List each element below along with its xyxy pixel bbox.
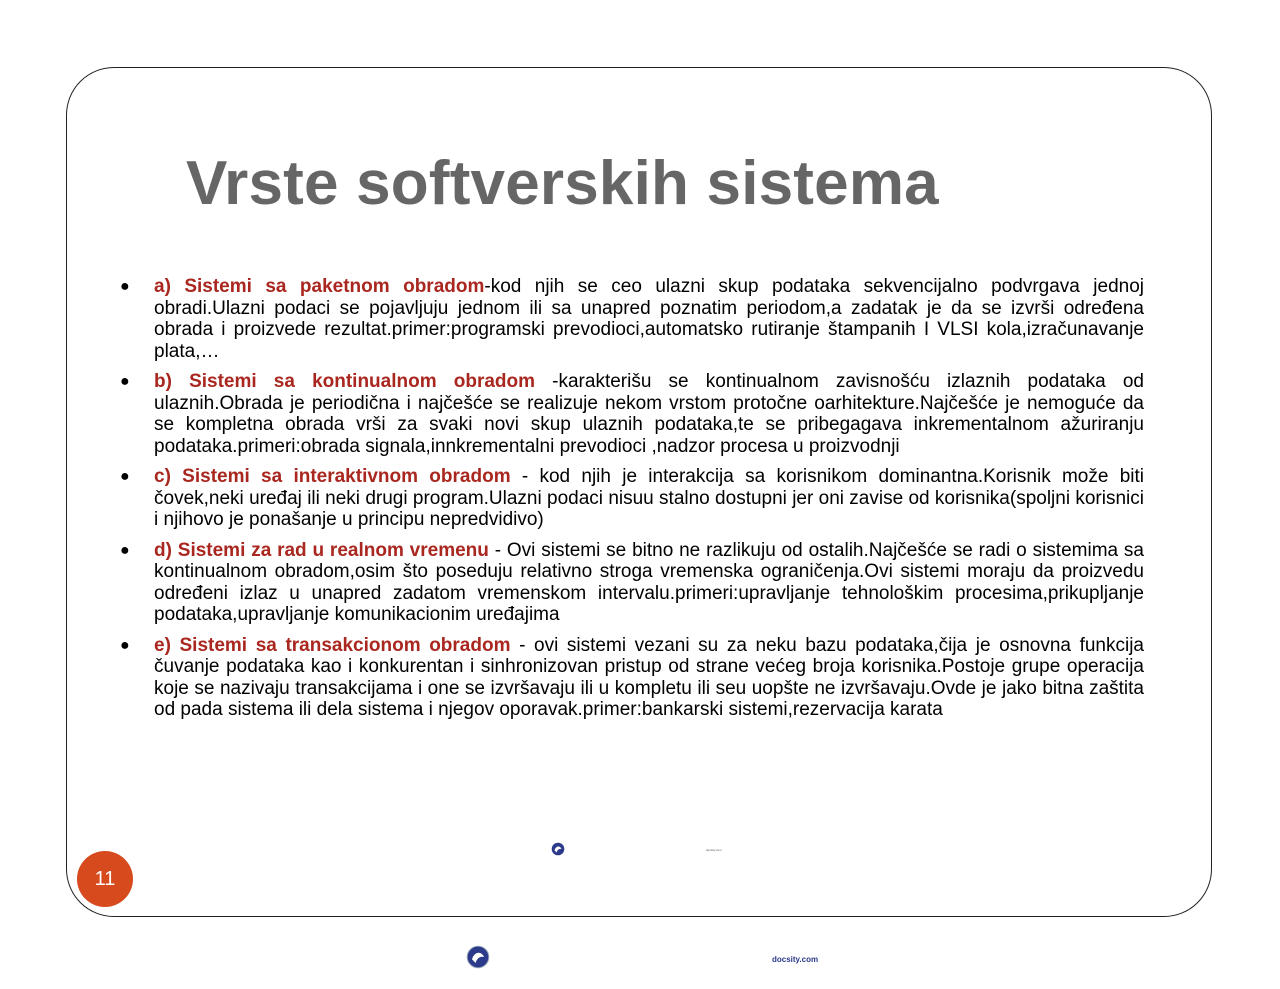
watermark-tiny-text: docsity.com: [706, 848, 722, 852]
bullet-interactive-processing: [120, 466, 1144, 531]
bullet-transaction-processing: [120, 635, 1144, 721]
bullet-dot-icon: ●: [120, 468, 130, 485]
bullet-term: d) Sistemi za rad u realnom vremenu: [154, 539, 489, 561]
docsity-logo-icon: [551, 842, 565, 856]
bullet-dot-icon: ●: [120, 373, 130, 390]
bullet-realtime-systems: [120, 540, 1144, 626]
page-number-badge: 11: [77, 851, 133, 907]
bullet-list: [120, 276, 1144, 730]
bullet-term: e) Sistemi sa transakcionom obradom: [154, 634, 511, 656]
docsity-brand-link[interactable]: docsity.com: [772, 955, 819, 964]
bullet-term: a) Sistemi sa paketnom obradom: [154, 276, 485, 297]
bullet-term: b) Sistemi sa kontinualnom obradom: [154, 371, 536, 392]
bullet-text: -kod njih se ceo ulazni skup podataka sekvencijalno podvrgava jednoj obradi.Ulazni podaci se pojavljuju jednom ili sa unapred poznatim periodom,a zadatak je da se izvrši određena obrada i proizvede rezultat.primer:programski prevodioci,automatsko rutiranje štampanih I VLSI kola,izračunavanje plata,…: [154, 276, 1144, 362]
bullet-dot-icon: ●: [120, 541, 130, 559]
bullet-batch-processing: [120, 276, 1144, 362]
bullet-text: -karakterišu se kontinualnom zavisnošću izlaznih podataka od ulaznih.Obrada je periodična i najčešće se realizuje nekom vrstom protočne oarhitekture.Najčešće je nemoguće da se kompletna obrada vrši za svaki novi skup ulaznih podataka,te se pribegagava inkrementalnom ažuriranju podataka.primeri:obrada signala,innkrementalni prevodioci ,nadzor procesa u proizvodnji: [154, 371, 1144, 457]
bullet-text: - kod njih je interakcija sa korisnikom dominantna.Korisnik može biti čovek,neki uređaj ili neki drugi program.Ulazni podaci nisuu stalno dostupni jer oni zavise od korisnika(spoljni korisnici i njihovo je ponašanje u principu nepredvidivo): [154, 466, 1144, 530]
bullet-dot-icon: ●: [120, 278, 130, 295]
bullet-dot-icon: ●: [120, 636, 130, 654]
slide-title: Vrste softverskih sistema: [186, 149, 939, 218]
bullet-continuous-processing: [120, 371, 1144, 457]
bullet-text: - Ovi sistemi se bitno ne razlikuju od ostalih.Najčešće se radi o sistemima sa kontinualnom obradom,osim što poseduju relativno stroga vremenska ograničenja.Ovi sistemi moraju da proizvedu određeni izlaz u unapred zadatom vremenskom intervalu.primeri:upravljanje tehnološkim procesima,prikupljanje podataka,upravljanje komunikacionim uređajima: [154, 539, 1144, 625]
bullet-term: c) Sistemi sa interaktivnom obradom: [154, 466, 511, 487]
bullet-text: - ovi sistemi vezani su za neku bazu podataka,čija je osnovna funkcija čuvanje podataka kao i konkurentan i sinhronizovan pristup od strane većeg broja korisnika.Postoje grupe operacija koje se nazivaju transakcijama i one se izvršavaju ili u kompletu ili seu uopšte ne izvršavaju.Ovde je jako bitna zaštita od pada sistema ili dela sistema i njegov oporavak.primer:bankarski sistemi,rezervacija karata: [154, 634, 1144, 720]
docsity-logo-icon[interactable]: [466, 945, 490, 969]
